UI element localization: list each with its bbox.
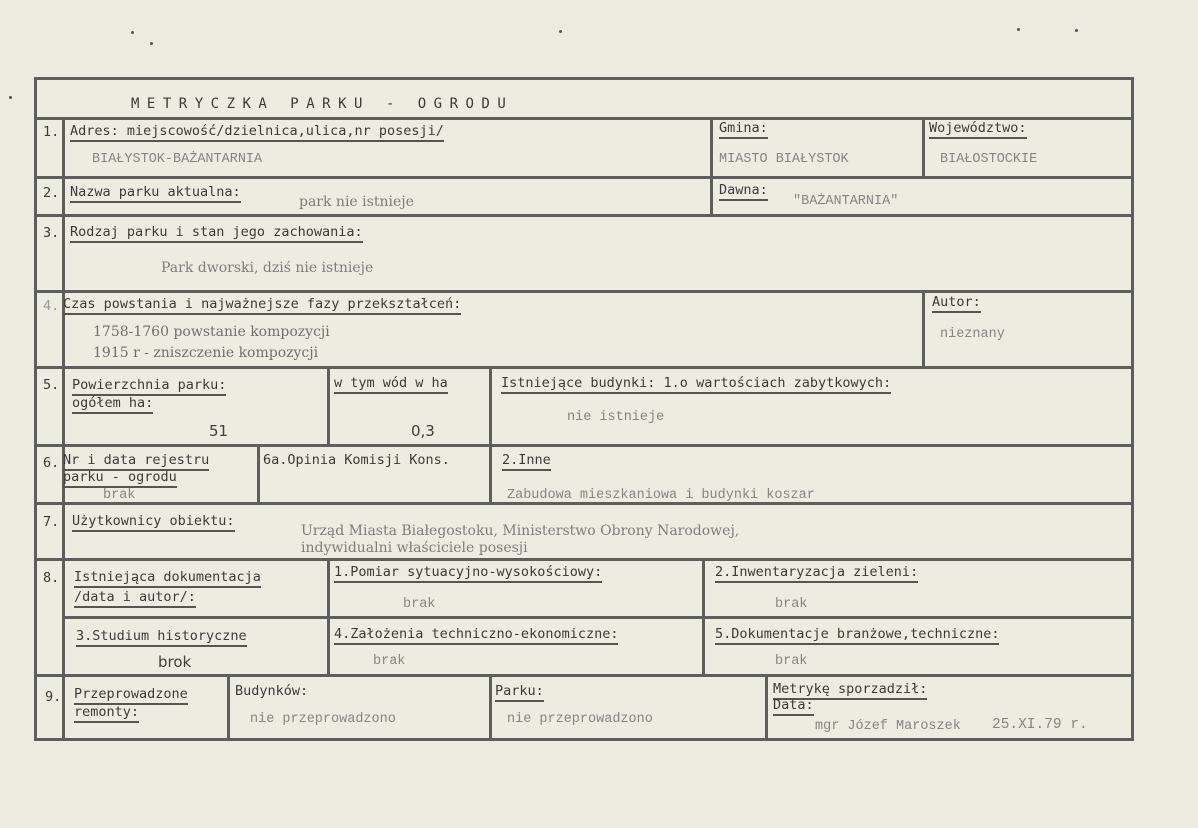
rule — [489, 674, 492, 741]
documentation-label-1: Istniejąca dokumentacja — [74, 569, 261, 588]
scan-speck — [9, 96, 12, 99]
former-name-value: "BAŻANTARNIA" — [793, 194, 899, 209]
renovations-label-2: remonty: — [74, 704, 139, 723]
register-label-1: Nr i data rejestru — [63, 452, 209, 471]
renovations-label-1: Przeprowadzone — [74, 686, 188, 705]
row-number: 1. — [43, 124, 60, 140]
greenery-label: 2.Inwentaryzacja zieleni: — [715, 564, 918, 583]
row-number: 8. — [43, 570, 60, 586]
scan-speck — [1017, 28, 1020, 31]
branch-docs-value: brak — [775, 654, 808, 669]
area-label-2: ogółem ha: — [72, 395, 153, 414]
rule — [922, 117, 925, 179]
row-number: 6. — [43, 455, 60, 471]
address-label: Adres: miejscowość/dzielnica,ulica,nr posesji/ — [70, 123, 444, 142]
other-label: 2.Inne — [502, 452, 551, 471]
author-label: Autor: — [932, 294, 981, 313]
scan-speck — [559, 30, 562, 33]
park-renovation-value: nie przeprowadzono — [507, 712, 653, 727]
park-type-value: Park dworski, dziś nie istnieje — [161, 260, 374, 276]
row-number: 7. — [43, 514, 60, 530]
row-number: 9. — [45, 689, 62, 705]
buildings-value: nie istnieje — [567, 410, 665, 425]
rule — [37, 674, 1131, 677]
historical-study-label: 3.Studium historyczne — [76, 628, 247, 647]
rule — [37, 290, 1131, 293]
rule — [327, 558, 330, 677]
rule — [37, 444, 1131, 447]
rule — [327, 366, 330, 447]
gmina-label: Gmina: — [719, 120, 768, 139]
rule — [257, 444, 260, 505]
buildings-label: Istniejące budynki: 1.o wartościach zabytkowych: — [501, 375, 891, 394]
row-number: 5. — [43, 377, 60, 393]
author-value: nieznany — [940, 327, 1005, 342]
documentation-label-2: /data i autor/: — [74, 589, 196, 608]
scan-speck — [150, 42, 153, 45]
history-value-2: 1915 r - zniszczenie kompozycji — [93, 345, 319, 361]
rule — [922, 290, 925, 369]
park-renovation-label: Parku: — [495, 683, 544, 702]
date-value: 25.XI.79 r. — [992, 717, 1088, 733]
park-type-label: Rodzaj parku i stan jego zachowania: — [70, 224, 363, 243]
rule — [702, 558, 705, 677]
area-label-1: Powierzchnia parku: — [72, 377, 226, 396]
historical-study-value: brok — [158, 653, 192, 671]
history-value-1: 1758-1760 powstanie kompozycji — [93, 324, 330, 340]
users-label: Użytkownicy obiektu: — [72, 513, 235, 532]
technical-assumptions-value: brak — [373, 654, 406, 669]
water-label: w tym wód w ha — [334, 375, 448, 394]
users-value-1: Urząd Miasta Białegostoku, Ministerstwo Obrony Narodowej, — [301, 523, 740, 539]
scan-speck — [1075, 29, 1078, 32]
buildings-renovation-label: Budynków: — [235, 683, 309, 699]
users-value-2: indywidualni właściciele posesji — [301, 540, 528, 556]
rule — [62, 117, 65, 741]
row-number: 4. — [43, 298, 60, 314]
buildings-renovation-value: nie przeprowadzono — [250, 712, 396, 727]
date-label: Data: — [773, 697, 814, 716]
technical-assumptions-label: 4.Założenia techniczno-ekonomiczne: — [334, 626, 618, 645]
rule — [710, 117, 713, 217]
rule — [37, 558, 1131, 561]
row-number: 3. — [43, 225, 60, 241]
gmina-value: MIASTO BIAŁYSTOK — [719, 152, 849, 167]
compiled-by-value: mgr Józef Maroszek — [815, 719, 961, 734]
rule — [765, 674, 768, 741]
other-value: Zabudowa mieszkaniowa i budynki koszar — [507, 488, 815, 503]
rule — [37, 176, 1131, 179]
page-title: METRYCZKA PARKU - OGRODU — [131, 96, 514, 112]
address-value: BIAŁYSTOK-BAŻANTARNIA — [92, 152, 263, 167]
former-name-label: Dawna: — [719, 182, 768, 201]
history-label: Czas powstania i najważnejsze fazy przekształceń: — [63, 296, 461, 315]
rule — [489, 366, 492, 447]
survey-label: 1.Pomiar sytuacyjno-wysokościowy: — [334, 564, 602, 583]
rule — [37, 366, 1131, 369]
rule — [227, 674, 230, 741]
voivodeship-value: BIAŁOSTOCKIE — [940, 152, 1038, 167]
current-name-label: Nazwa parku aktualna: — [70, 184, 241, 203]
rule — [489, 444, 492, 505]
voivodeship-label: Województwo: — [929, 120, 1027, 139]
branch-docs-label: 5.Dokumentacje branżowe,techniczne: — [715, 626, 999, 645]
survey-value: brak — [403, 597, 436, 612]
opinion-label: 6a.Opinia Komisji Kons. — [263, 452, 450, 468]
rule — [37, 214, 1131, 217]
row-number: 2. — [43, 185, 60, 201]
current-name-value: park nie istnieje — [299, 194, 414, 210]
record-card — [34, 77, 1134, 741]
rule — [65, 616, 1131, 619]
greenery-value: brak — [775, 597, 808, 612]
scan-speck — [131, 31, 134, 34]
register-label-2: parku - ogrodu — [63, 469, 177, 488]
water-value: 0,3 — [411, 422, 435, 440]
compiled-by-label: Metrykę sporzadził: — [773, 681, 927, 700]
register-value: brak — [103, 488, 136, 503]
area-value: 51 — [209, 422, 229, 440]
